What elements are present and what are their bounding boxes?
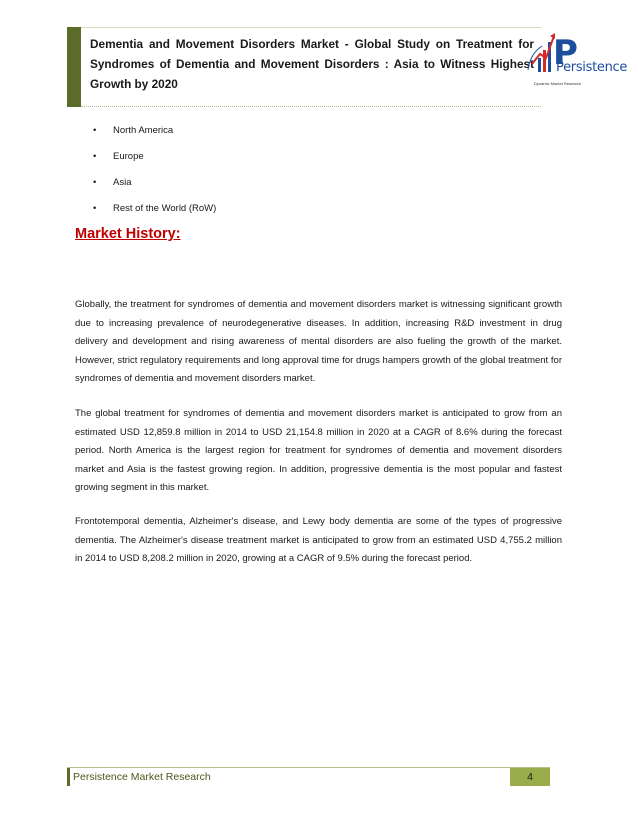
bullet-icon: • [93, 203, 97, 214]
section-heading: Market History: [75, 226, 181, 242]
logo-graphic-icon [526, 24, 616, 84]
list-item-label: Rest of the World (RoW) [113, 203, 217, 214]
footer-company: Persistence Market Research [73, 771, 211, 783]
header-bottom-rule [81, 106, 541, 107]
body-paragraph: Globally, the treatment for syndromes of dementia and movement disorders market is witnessing significant growth due to increasing prevalence of neurodegenerative diseases. In addition, increasing R&D investment in drug delivery and development and rising awareness of mental disorders are also fueling the growth of the market. However, strict regulatory requirements and long approval time for drugs hampers growth of the global treatment for syndromes of dementia and movement disorders market. [75, 299, 562, 384]
body-paragraph: The global treatment for syndromes of dementia and movement disorders market is anticipated to grow from an estimated USD 12,859.8 million in 2014 to USD 21,154.8 million in 2020 at a CAGR of 8.6% during the forecast period. North America is the largest region for treatment for syndromes of dementia and movement disorders market and Asia is the fastest growing region. In addition, progressive dementia is the most popular and fastest growing segment in this market. [75, 408, 562, 493]
logo-tagline: Dynamic Market Research [534, 81, 582, 86]
body-paragraph: Frontotemporal dementia, Alzheimer's disease, and Lewy body dementia are some of the types of progressive dementia. The Alzheimer's disease treatment market is anticipated to grow from an estimated USD 4,755.2 million in 2014 to USD 8,208.2 million in 2020, growing at a CAGR of 9.5% during the forecast period. [75, 516, 562, 564]
document-title: Dementia and Movement Disorders Market - Global Study on Treatment for Syndromes of Dementia and Movement Disorders : Asia to Witness Highest Growth by 2020 [90, 37, 534, 91]
persistence-logo [526, 24, 628, 96]
bullet-icon: • [93, 125, 97, 136]
region-list [93, 124, 216, 228]
document-header [67, 27, 541, 107]
page-number: 4 [510, 768, 550, 786]
header-accent-bar [67, 27, 81, 107]
list-item-label: Asia [113, 177, 132, 188]
page-footer [67, 767, 550, 786]
bullet-icon: • [93, 177, 97, 188]
list-item [93, 176, 216, 202]
footer-accent-bar [67, 768, 70, 786]
list-item [93, 150, 216, 176]
list-item-label: North America [113, 125, 174, 136]
list-item [93, 202, 216, 228]
logo-wordmark: Persistence [556, 60, 628, 75]
list-item-label: Europe [113, 151, 144, 162]
list-item [93, 124, 216, 150]
svg-text:P: P [553, 33, 578, 73]
header-top-rule [81, 27, 541, 28]
bullet-icon: • [93, 151, 97, 162]
